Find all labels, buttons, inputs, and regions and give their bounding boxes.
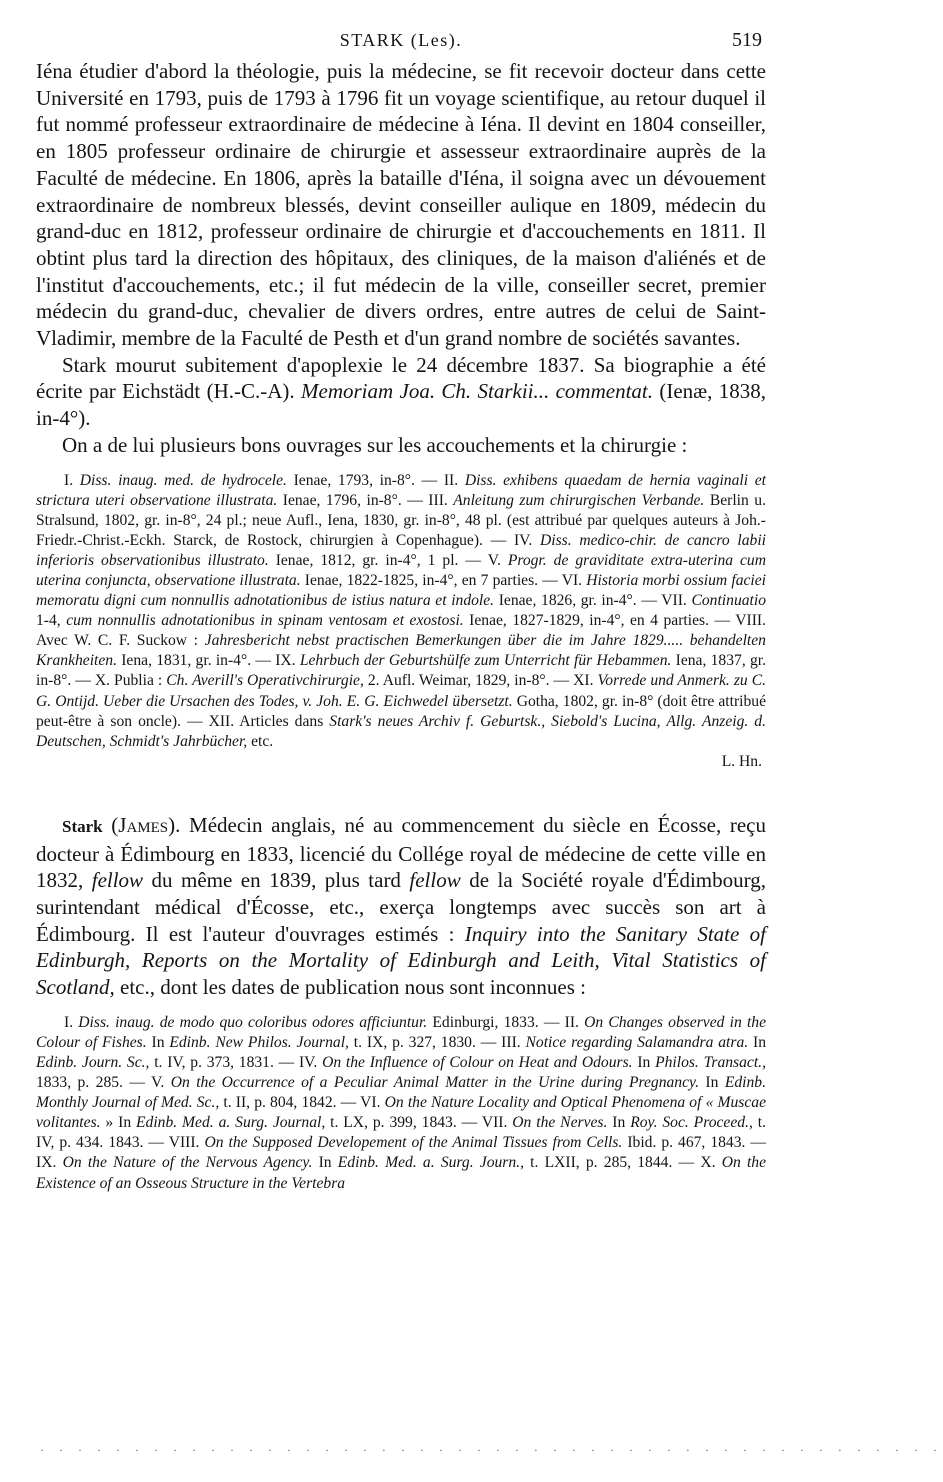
text-run: Gotha, 1802, gr. in-8° (doit être attribué peut-être à son oncle). — XII. Articles dans: [36, 692, 766, 730]
text-run: 1-4,: [36, 612, 67, 630]
italic-run: Roy. Soc. Proceed.,: [630, 1114, 753, 1132]
text-run: In: [607, 1114, 631, 1132]
italic-run: fellow: [409, 868, 461, 893]
bibliography-stark-james: [36, 1013, 766, 1194]
text-run: t. IV, p. 373, 1831. — IV.: [149, 1053, 323, 1071]
footer-rule: · · · · · · · · · · · · · · · · · · · · · · · · · · · · · · · · · · · · · · · · · · · · · · · ·: [40, 1443, 943, 1457]
entry-name: Stark: [62, 816, 103, 836]
biography-paragraph: Iéna étudier d'abord la théologie, puis la médecine, se fit recevoir docteur dans cette Université en 1793, puis de 1793 à 1796 fit un voyage scientifique, au retour duquel il fut nommé professeur extraordinaire de médecine à Iéna. Il devint en 1804 conseiller, en 1805 professeur ordinaire de chirurgie et assesseur extraordinaire auprès de la Faculté de médecine. En 1806, après la bataille d'Iéna, il soigna avec un dévouement extraordinaire de nombreux blessés, devint conseiller aulique en 1809, médecin du grand-duc en 1812, professeur ordinaire de chirurgie et d'accouchements en 1811. Il obtint plus tard la direction des hôpitaux, des cliniques, de la maison d'aliénés et de l'institut d'accouchements, etc.; il fut médecin de la ville, conseiller secret, premier médecin du grand-duc, chevalier de divers ordres, entre autres de celui de Saint-Vladimir, membre de la Faculté de Pesth et d'un grand nombre de sociétés savantes.: [36, 59, 766, 351]
text-run: In: [748, 1033, 766, 1051]
text-run: etc.: [247, 732, 274, 750]
text-run: du même en 1839, plus tard: [143, 868, 410, 893]
death-paragraph: [36, 352, 766, 432]
text-run: Berlin u. Stralsund, 1802, gr. in-8°, 24 pl.; neue Aufl., Iena, 1830, gr. in-8°, 48 pl. (est attribué par quelques auteurs à Joh.-Friedr.-Christ.-Eckh. Starck, de Rostock, chirurgien à Copenhague). — IV.: [36, 491, 766, 549]
text-run: t. LXII, p. 285, 1844. — X.: [523, 1154, 722, 1172]
running-title: STARK (Les).: [339, 30, 463, 50]
italic-run: Vorrede und Anmerk. zu C. G. Ontijd. Ueber die Ursachen des Todes, v. Joh. E. G. Eichwedel übersetzt.: [36, 672, 767, 710]
italic-run: Diss. exhibens quaedam de hernia vaginali et strictura uteri observatione illustrata.: [36, 471, 766, 509]
text-run: t. IV, p. 434. 1843. — VIII.: [36, 1114, 766, 1152]
italic-run: Stark's neues Archiv f. Geburtsk., Siebold's Lucina, Allg. Anzeig. d. Deutschen, Schmidt's Jahrbücher,: [36, 712, 767, 750]
italic-run: Diss. medico-chir. de cancro labii inferioris observationibus illustrato.: [36, 531, 766, 569]
italic-run: On the Influence of Colour on Heat and Odours.: [322, 1053, 633, 1071]
text-run: 1833, p. 285. — V.: [36, 1074, 171, 1092]
text-run: I.: [64, 471, 80, 489]
james-paragraph: [36, 812, 766, 1001]
text-run: Ienae, 1827-1829, in-4°, en 4 parties. — VIII. Avec W. C. F. Suckow :: [36, 612, 767, 650]
italic-run: On the Supposed Developement of the Animal Tissues from Cells.: [204, 1134, 623, 1152]
italic-run: Anleitung zum chirurgischen Verbande.: [453, 491, 705, 509]
entry-stark-james: [36, 812, 766, 1001]
text-run: Ienae, 1826, gr. in-4°. — VII.: [494, 592, 692, 610]
italic-run: Historia morbi ossium faciei memoratu digni cum nonnullis adnotationibus de istius natura et indole.: [36, 572, 766, 610]
italic-run: Jahresbericht nebst practischen Bemerkungen über die im Jahre 1829..... behandelten Krankheiten.: [36, 632, 766, 670]
text-run: Iena, 1831, gr. in-4°. — IX.: [116, 652, 300, 670]
text-run: In: [146, 1033, 170, 1051]
text-run: 2. Aufl. Weimar, 1829, in-8°. — XI.: [363, 672, 598, 690]
text-run: Ienae, 1796, in-8°. — III.: [277, 491, 454, 509]
entry-stark-les: [36, 58, 766, 459]
james-text: [36, 813, 766, 999]
italic-run: On the Nerves.: [512, 1114, 608, 1132]
text-run: I.: [64, 1013, 79, 1031]
text-run: In: [699, 1074, 725, 1092]
text-run: Edinburgi, 1833. — II.: [427, 1013, 585, 1031]
text-run: etc., dont les dates de publication nous sont inconnues :: [114, 975, 586, 1000]
italic-run: On the Nature Locality and Optical Phenomena of « Muscae volitantes.: [36, 1094, 766, 1132]
italic-run: Edinb. Journ. Sc.,: [36, 1053, 150, 1071]
text-run: t. IX, p. 327, 1830. — III.: [348, 1033, 526, 1051]
italic-run: Edinb. Med. a. Surg. Journal,: [136, 1114, 326, 1132]
text-run: Ienae, 1812, gr. in-4°, 1 pl. — V.: [268, 551, 508, 569]
text-run: In: [632, 1053, 656, 1071]
text-run: de la Société royale d'Édimbourg, surintendant médical d'Écosse, etc., exerça longtemps avec succès son art à Édimbourg. Il est l'auteur d'ouvrages estimés :: [36, 868, 766, 946]
italic-run: Inquiry into the Sanitary State of Edinburgh, Reports on the Mortality of Edinburgh and Leith, Vital Statistics of Scotland,: [36, 921, 766, 1000]
biography-imprint: (Ienæ, 1838, in-4°).: [36, 379, 766, 431]
text-run: Médecin anglais, né au commencement du siècle en Écosse, reçu docteur à Édimbourg en 1833, licencié du Collége royal de médecine de cette ville en 1832,: [36, 812, 767, 893]
italic-run: Edinb. New Philos. Journal,: [169, 1033, 349, 1051]
text-run: Ienae, 1793, in-8°. — II.: [286, 471, 465, 489]
italic-run: On the Nature of the Nervous Agency.: [62, 1154, 313, 1172]
works-intro: On a de lui plusieurs bons ouvrages sur les accouchements et la chirurgie :: [62, 432, 688, 457]
bibliography-list: [36, 471, 766, 752]
text-run: Iena, 1837, gr. in-8°. — X. Publia :: [36, 652, 766, 690]
italic-run: Diss. inaug. de modo quo coloribus odores afficiuntur.: [78, 1013, 428, 1031]
italic-run: Continuatio: [691, 592, 766, 610]
text-run: Ienae, 1822-1825, in-4°, en 7 parties. — VI.: [300, 572, 587, 590]
italic-run: Edinb. Monthly Journal of Med. Sc.,: [36, 1074, 767, 1112]
text-run: Ibid. p. 467, 1843. — IX.: [36, 1134, 766, 1172]
running-head: [36, 0, 766, 58]
death-text: Stark mourut subitement d'apoplexie le 24 décembre 1837. Sa biographie a été écrite par Eichstädt (H.-C.-A).: [36, 352, 766, 404]
entry-subname: (James).: [111, 812, 181, 837]
italic-run: cum nonnullis adnotationibus in spinam ventosam et exostosi.: [66, 612, 464, 630]
italic-run: fellow: [91, 868, 144, 893]
italic-run: On Changes observed in the Colour of Fishes.: [36, 1013, 766, 1051]
biography-title: Memoriam Joa. Ch. Starkii... commentat.: [301, 379, 653, 404]
page-number: 519: [732, 29, 762, 51]
italic-run: Ch. Averill's Operativchirurgie,: [166, 672, 364, 690]
text-run: » In: [100, 1114, 137, 1132]
bibliography-stark-les: [36, 471, 766, 752]
author-signature: L. Hn.: [721, 752, 762, 770]
text-run: In: [312, 1154, 338, 1172]
italic-run: On the Existence of an Osseous Structure in the Vertebra: [36, 1154, 766, 1192]
italic-run: On the Occurrence of a Peculiar Animal Matter in the Urine during Pregnancy.: [170, 1074, 699, 1092]
italic-run: Philos. Transact.,: [655, 1053, 766, 1071]
italic-run: Diss. inaug. med. de hydrocele.: [79, 471, 287, 489]
text-run: t. LX, p. 399, 1843. — VII.: [325, 1114, 513, 1132]
text-run: t. II, p. 804, 1842. — VI.: [219, 1094, 385, 1112]
italic-run: Edinb. Med. a. Surg. Journ.,: [337, 1154, 524, 1172]
italic-run: Progr. de graviditate extra-uterina cum uterina conjuncta, observatione illustrata.: [36, 551, 766, 590]
italic-run: Notice regarding Salamandra atra.: [525, 1033, 749, 1051]
bibliography-list: [36, 1013, 766, 1194]
italic-run: Lehrbuch der Geburtshülfe zum Unterricht für Hebammen.: [299, 652, 672, 670]
